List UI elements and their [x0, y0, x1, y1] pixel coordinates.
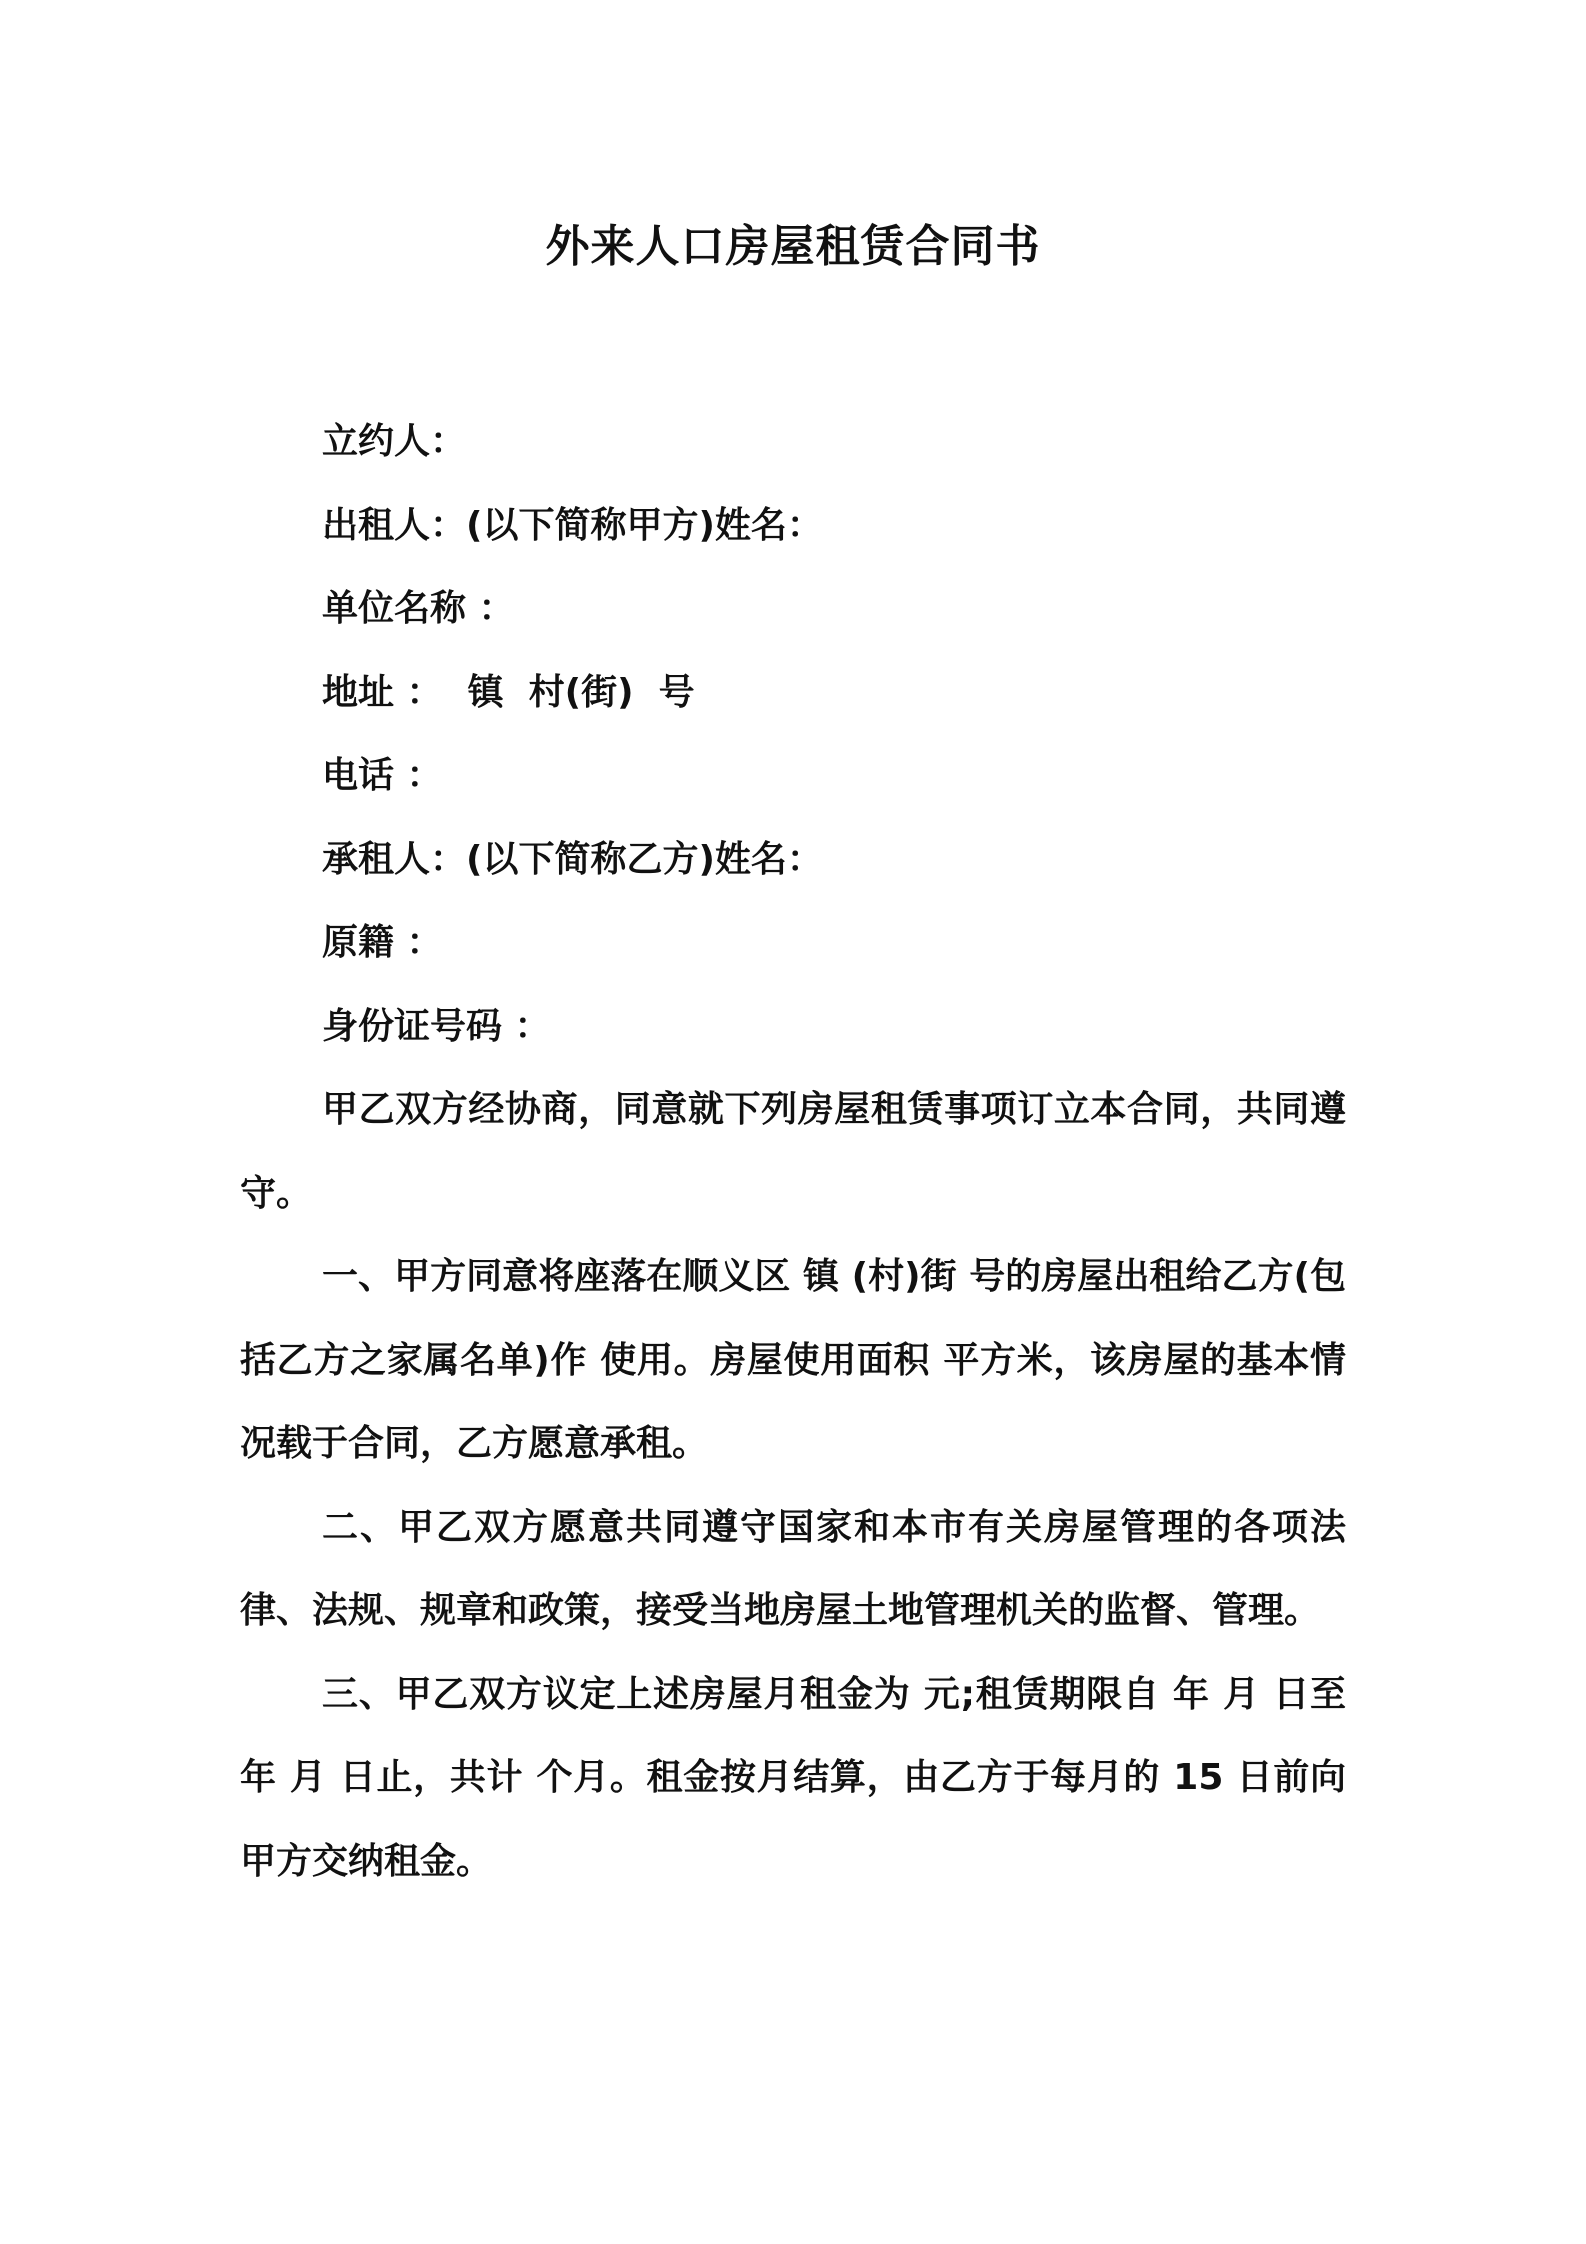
- paragraph-clause-1: 一、甲方同意将座落在顺义区 镇 (村)街 号的房屋出租给乙方(包括乙方之家属名单)作 使用。房屋使用面积 平方米，该房屋的基本情况载于合同，乙方愿意承租。: [240, 1256, 1346, 1464]
- field-signatory: 立约人：: [322, 421, 467, 462]
- field-origin: 原籍 ：: [322, 922, 443, 963]
- field-address: 地址 ： 镇 村(街) 号: [322, 671, 695, 713]
- paragraph-clause-3: 三、甲乙双方议定上述房屋月租金为 元;租赁期限自 年 月 日至 年 月 日止，共计 个月。租金按月结算，由乙方于每月的 15 日前向甲方交纳租金。: [240, 1673, 1346, 1882]
- paragraph-agreement: 甲乙双方经协商，同意就下列房屋租赁事项订立本合同，共同遵守。: [240, 1089, 1346, 1214]
- field-id-number: 身份证号码 ：: [322, 1005, 551, 1047]
- field-lessor-name: 出租人：(以下简称甲方)姓名：: [322, 504, 823, 546]
- paragraph-clause-2: 二、甲乙双方愿意共同遵守国家和本市有关房屋管理的各项法律、法规、规章和政策，接受当地房屋土地管理机关的监督、管理。: [240, 1506, 1346, 1631]
- field-lessee-name: 承租人：(以下简称乙方)姓名：: [322, 838, 823, 880]
- field-phone: 电话 ：: [322, 755, 443, 796]
- document-title: 外来人口房屋租赁合同书: [545, 221, 1041, 272]
- field-organization-name: 单位名称 ：: [322, 588, 515, 629]
- document-body: [240, 400, 1346, 1903]
